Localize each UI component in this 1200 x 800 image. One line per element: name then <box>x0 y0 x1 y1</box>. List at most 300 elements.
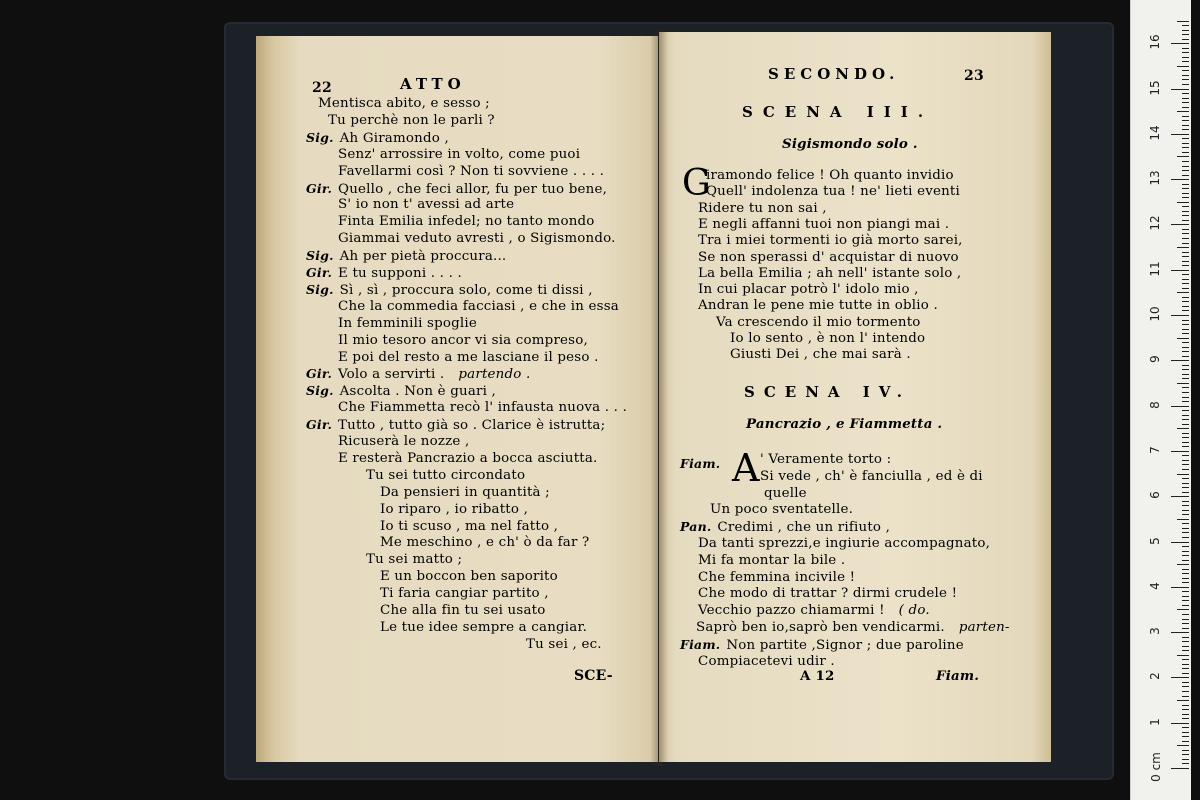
scene-3-cast: Sigismondo solo . <box>782 136 918 152</box>
ruler-tick <box>1182 238 1189 239</box>
ruler-tick <box>1182 637 1189 638</box>
ruler-tick <box>1182 93 1189 94</box>
ruler-tick <box>1182 691 1189 692</box>
line-text: Il mio tesoro ancor vi sia compreso, <box>338 332 588 348</box>
line-text: iramondo felice ! Oh quanto invidio <box>706 168 954 183</box>
text-line <box>338 350 599 366</box>
ruler-tick <box>1171 360 1189 361</box>
right-catchword: Fiam. <box>936 668 980 684</box>
ruler-tick <box>1182 283 1189 284</box>
text-line <box>306 130 449 147</box>
right-signature: A 12 <box>800 668 835 684</box>
ruler-number: 6 <box>1148 491 1162 500</box>
ruler-tick <box>1182 387 1189 388</box>
ruler-tick <box>1171 315 1189 316</box>
line-text: Andran le pene mie tutte in oblio . <box>698 298 938 314</box>
ruler-tick <box>1182 605 1189 606</box>
ruler-tick <box>1182 342 1189 343</box>
ruler-tick <box>1182 523 1189 524</box>
ruler-tick <box>1182 686 1189 687</box>
text-line <box>306 181 607 198</box>
ruler-tick <box>1182 415 1189 416</box>
ruler-tick <box>1182 532 1189 533</box>
text-line <box>716 315 921 331</box>
stage-direction: parten- <box>958 620 1010 635</box>
ruler-tick <box>1182 614 1189 615</box>
measuring-ruler <box>1130 0 1191 800</box>
text-line <box>338 147 580 163</box>
text-line <box>338 214 595 230</box>
ruler-tick <box>1182 401 1189 402</box>
text-line <box>380 485 550 501</box>
ruler-tick <box>1182 356 1189 357</box>
ruler-number: 10 <box>1148 306 1162 322</box>
ruler-tick <box>1182 279 1189 280</box>
ruler-number: 1 <box>1148 717 1162 726</box>
ruler-tick <box>1182 256 1189 257</box>
text-line <box>698 282 919 298</box>
ruler-tick <box>1182 410 1189 411</box>
speaker-label: Fiam. <box>680 636 721 652</box>
line-text: Finta Emilia infedel; no tanto mondo <box>338 214 595 230</box>
ruler-tick <box>1182 763 1189 764</box>
ruler-tick <box>1182 197 1189 198</box>
ruler-tick <box>1182 641 1189 642</box>
line-text: Tu sei tutto circondato <box>366 467 526 483</box>
ruler-tick <box>1182 310 1189 311</box>
scene-3-title: SCENA III. <box>742 103 934 121</box>
line-text: Un poco sventatelle. <box>710 502 854 518</box>
ruler-tick <box>1182 673 1189 674</box>
line-text: Vecchio pazzo chiamarmi ! <box>698 603 885 619</box>
ruler-tick <box>1182 215 1189 216</box>
text-line <box>696 620 1010 636</box>
ruler-tick <box>1171 270 1189 271</box>
ruler-tick <box>1182 107 1189 108</box>
ruler-number: 11 <box>1148 261 1162 277</box>
ruler-tick <box>1182 206 1189 207</box>
ruler-tick <box>1182 175 1189 176</box>
text-line <box>698 298 938 314</box>
ruler-tick <box>1171 451 1189 452</box>
text-line <box>338 451 598 467</box>
ruler-tick <box>1182 560 1189 561</box>
text-line <box>306 366 530 383</box>
ruler-tick <box>1182 732 1189 733</box>
line-text: Giusti Dei , che mai sarà . <box>730 347 911 363</box>
ruler-tick <box>1182 152 1189 153</box>
ruler-tick <box>1182 668 1189 669</box>
line-text: Mentisca abito, e sesso ; <box>318 96 490 111</box>
speaker-label: Sig. <box>306 129 334 145</box>
ruler-tick <box>1182 30 1189 31</box>
stage-direction: ( do. <box>898 603 930 619</box>
ruler-tick <box>1182 306 1189 307</box>
ruler-tick <box>1177 609 1189 610</box>
line-text: Me meschino , e ch' ò da far ? <box>380 535 590 551</box>
ruler-tick <box>1182 727 1189 728</box>
ruler-tick <box>1182 297 1189 298</box>
ruler-tick <box>1177 111 1189 112</box>
line-text: ' Veramente torto : <box>760 452 892 467</box>
text-line <box>730 347 911 363</box>
line-text: Compiacetevi udir . <box>698 653 835 669</box>
ruler-tick <box>1182 596 1189 597</box>
ruler-tick <box>1182 48 1189 49</box>
speaker-label: Sig. <box>306 248 334 264</box>
line-text: Tra i miei tormenti io già morto sarei, <box>698 233 963 249</box>
ruler-tick <box>1182 650 1189 651</box>
scene-4-title: SCENA IV. <box>744 383 912 401</box>
text-line <box>730 331 925 347</box>
ruler-tick <box>1182 646 1189 647</box>
line-text: In femminili spoglie <box>338 315 478 331</box>
ruler-tick <box>1182 229 1189 230</box>
ruler-number: 14 <box>1148 125 1162 141</box>
scene-4-cast: Pancrazio , e Fiammetta . <box>746 416 943 432</box>
ruler-unit-label: 0 cm <box>1149 752 1163 782</box>
speaker-label: Gir. <box>306 180 333 196</box>
line-text: Sì , sì , proccura solo, come ti dissi , <box>339 282 593 298</box>
text-line <box>526 637 602 653</box>
ruler-number: 7 <box>1148 446 1162 454</box>
line-text: Che la commedia facciasi , e che in essa <box>338 298 619 314</box>
text-line <box>306 417 605 434</box>
text-line <box>380 569 558 585</box>
text-line <box>338 299 619 315</box>
ruler-tick <box>1182 333 1189 334</box>
line-text: Si vede , ch' è fanciulla , ed è di <box>760 468 983 484</box>
text-line <box>338 197 514 213</box>
text-line <box>380 586 549 602</box>
ruler-tick <box>1171 542 1189 543</box>
ruler-tick <box>1182 57 1189 58</box>
ruler-tick <box>1182 736 1189 737</box>
ruler-number: 2 <box>1148 672 1162 681</box>
line-text: Va crescendo il mio tormento <box>716 314 921 330</box>
speaker-label: Gir. <box>306 366 333 382</box>
ruler-tick <box>1182 446 1189 447</box>
text-line <box>380 620 587 636</box>
text-line <box>710 502 853 518</box>
ruler-number: 9 <box>1148 355 1162 364</box>
line-text: Le tue idee sempre a cangiar. <box>380 619 588 635</box>
text-line <box>698 586 957 602</box>
ruler-tick <box>1182 514 1189 515</box>
text-line <box>760 452 891 468</box>
text-line <box>380 502 528 518</box>
speaker-label: Sig. <box>306 383 334 399</box>
text-line <box>318 96 490 112</box>
ruler-tick <box>1182 469 1189 470</box>
ruler-tick <box>1171 677 1189 678</box>
ruler-tick <box>1177 247 1189 248</box>
ruler-tick <box>1177 383 1189 384</box>
text-line <box>306 248 506 265</box>
left-running-head: ATTO <box>400 75 466 93</box>
speaker-label: Gir. <box>306 265 333 280</box>
line-text: Da pensieri in quantità ; <box>380 484 550 500</box>
ruler-tick <box>1182 274 1189 275</box>
ruler-tick <box>1182 705 1189 706</box>
ruler-tick <box>1182 492 1189 493</box>
line-text: Tu perchè non le parli ? <box>328 112 495 128</box>
line-text: Ah per pietà proccura... <box>339 249 507 265</box>
ruler-tick <box>1182 505 1189 506</box>
ruler-tick <box>1182 600 1189 601</box>
ruler-tick <box>1171 406 1189 407</box>
ruler-tick <box>1182 369 1189 370</box>
ruler-tick <box>1177 564 1189 565</box>
line-text: E un boccon ben saporito <box>380 569 558 585</box>
speaker-label: Pan. <box>680 519 712 535</box>
line-text: Giammai veduto avresti , o Sigismondo. <box>338 231 616 247</box>
ruler-tick <box>1171 224 1189 225</box>
ruler-tick <box>1171 587 1189 588</box>
line-text: Ah Giramondo , <box>339 130 449 146</box>
ruler-tick <box>1177 745 1189 746</box>
ruler-number: 13 <box>1148 170 1162 186</box>
ruler-tick <box>1182 501 1189 502</box>
ruler-tick <box>1177 519 1189 520</box>
ruler-tick <box>1182 288 1189 289</box>
text-line <box>698 233 963 249</box>
ruler-number: 16 <box>1148 34 1162 50</box>
ruler-tick <box>1182 193 1189 194</box>
speaker-label: Gir. <box>306 417 333 433</box>
ruler-tick <box>1182 243 1189 244</box>
ruler-tick <box>1171 723 1189 724</box>
text-line <box>338 231 616 247</box>
text-line <box>380 535 589 551</box>
ruler-tick <box>1171 134 1189 135</box>
ruler-tick <box>1182 623 1189 624</box>
text-line <box>338 316 477 332</box>
ruler-tick <box>1182 347 1189 348</box>
ruler-tick <box>1177 21 1189 22</box>
ruler-tick <box>1182 147 1189 148</box>
ruler-tick <box>1182 754 1189 755</box>
ruler-tick <box>1182 125 1189 126</box>
ruler-tick <box>1177 338 1189 339</box>
ruler-tick <box>1182 84 1189 85</box>
ruler-tick <box>1182 546 1189 547</box>
ruler-tick <box>1182 487 1189 488</box>
ruler-tick <box>1171 496 1189 497</box>
ruler-tick <box>1182 714 1189 715</box>
ruler-tick <box>1182 460 1189 461</box>
ruler-tick <box>1182 166 1189 167</box>
ruler-tick <box>1182 252 1189 253</box>
line-text: Quello , che feci allor, fu per tuo bene, <box>338 181 608 197</box>
line-text: Tutto , tutto già so . Clarice è istrutta; <box>338 418 606 434</box>
line-text: Credimi , che un rifiuto , <box>717 520 891 536</box>
ruler-tick <box>1177 474 1189 475</box>
ruler-tick <box>1171 179 1189 180</box>
ruler-tick <box>1182 397 1189 398</box>
ruler-tick <box>1182 664 1189 665</box>
text-line <box>706 184 960 200</box>
left-page-number: 22 <box>312 80 332 96</box>
ruler-tick <box>1182 696 1189 697</box>
ruler-tick <box>1182 261 1189 262</box>
text-line <box>338 434 469 450</box>
ruler-tick <box>1182 188 1189 189</box>
scene-4-speaker: Fiam. <box>680 456 721 471</box>
right-running-head: SECONDO. <box>768 65 900 83</box>
line-text: E tu supponi . . . . <box>338 266 462 281</box>
text-line <box>338 164 604 180</box>
line-text: E poi del resto a me lasciane il peso . <box>338 349 599 365</box>
line-text: S' io non t' avessi ad arte <box>338 197 515 213</box>
line-text: Io lo sento , è non l' intendo <box>730 331 926 346</box>
ruler-tick <box>1182 98 1189 99</box>
line-text: E resterà Pancrazio a bocca asciutta. <box>338 450 598 466</box>
ruler-tick <box>1182 628 1189 629</box>
ruler-tick <box>1182 170 1189 171</box>
ruler-tick <box>1182 75 1189 76</box>
text-line <box>338 333 588 349</box>
line-text: In cui placar potrò l' idolo mio , <box>698 282 919 298</box>
ruler-tick <box>1182 211 1189 212</box>
stage-direction: partendo . <box>458 367 531 383</box>
line-text: Quell' indolenza tua ! ne' lieti eventi <box>706 184 960 200</box>
ruler-tick <box>1182 161 1189 162</box>
ruler-tick <box>1182 741 1189 742</box>
ruler-tick <box>1182 378 1189 379</box>
line-text: Mi fa montar la bile . <box>698 552 846 568</box>
line-text: E negli affanni tuoi non piangi mai . <box>698 216 950 232</box>
line-text: Io riparo , io ribatto , <box>380 501 529 517</box>
text-line <box>698 266 961 282</box>
line-text: Ascolta . Non è guari , <box>339 384 497 400</box>
ruler-tick <box>1182 320 1189 321</box>
scene-4-dropcap: A <box>732 446 760 490</box>
ruler-number: 15 <box>1148 79 1162 96</box>
ruler-tick <box>1182 233 1189 234</box>
line-text: Che modo di trattar ? dirmi crudele ! <box>698 586 958 602</box>
text-line <box>698 217 949 233</box>
line-text: Da tanti sprezzi,e ingiurie accompagnato, <box>698 536 991 551</box>
ruler-tick <box>1171 632 1189 633</box>
ruler-tick <box>1182 582 1189 583</box>
text-line <box>380 519 558 535</box>
ruler-tick <box>1182 116 1189 117</box>
ruler-number: 4 <box>1148 581 1162 590</box>
ruler-tick <box>1182 392 1189 393</box>
line-text: Che Fiammetta recò l' infausta nuova . . . <box>338 400 628 416</box>
ruler-tick <box>1177 66 1189 67</box>
line-text: Se non sperassi d' acquistar di nuovo <box>698 249 959 265</box>
text-line <box>698 536 990 552</box>
ruler-tick <box>1182 301 1189 302</box>
ruler-tick <box>1182 138 1189 139</box>
ruler-number: 8 <box>1148 400 1162 409</box>
ruler-tick <box>1177 156 1189 157</box>
text-line <box>698 553 845 569</box>
line-text: Io ti scuso , ma nel fatto , <box>380 518 559 534</box>
ruler-tick <box>1182 709 1189 710</box>
ruler-tick <box>1182 573 1189 574</box>
text-line <box>680 637 964 654</box>
ruler-tick <box>1177 700 1189 701</box>
ruler-number: 12 <box>1148 215 1162 232</box>
text-line <box>698 570 855 586</box>
ruler-tick <box>1182 437 1189 438</box>
left-catchword: SCE- <box>574 668 613 684</box>
right-page-number: 23 <box>964 68 984 84</box>
ruler-tick <box>1182 39 1189 40</box>
ruler-tick <box>1177 292 1189 293</box>
ruler-tick <box>1171 89 1189 90</box>
ruler-tick <box>1182 682 1189 683</box>
scene-3-dropcap: G <box>682 163 711 204</box>
ruler-tick <box>1182 52 1189 53</box>
ruler-tick <box>1182 528 1189 529</box>
ruler-tick <box>1182 433 1189 434</box>
line-text: La bella Emilia ; ah nell' istante solo , <box>698 265 962 281</box>
ruler-tick <box>1182 70 1189 71</box>
ruler-tick <box>1182 220 1189 221</box>
ruler-tick <box>1182 25 1189 26</box>
ruler-tick <box>1182 365 1189 366</box>
book-gutter <box>650 30 668 766</box>
text-line <box>338 400 627 416</box>
line-text: quelle <box>764 485 807 501</box>
ruler-tick <box>1171 43 1189 44</box>
ruler-tick <box>1177 655 1189 656</box>
ruler-tick <box>1182 591 1189 592</box>
ruler-number: 5 <box>1148 536 1162 545</box>
text-line <box>366 468 525 484</box>
ruler-tick <box>1182 537 1189 538</box>
ruler-tick <box>1182 324 1189 325</box>
text-line <box>306 265 462 282</box>
ruler-tick <box>1182 718 1189 719</box>
ruler-tick <box>1182 464 1189 465</box>
text-line <box>698 201 827 217</box>
ruler-tick <box>1171 768 1189 769</box>
text-line <box>366 552 462 568</box>
ruler-tick <box>1182 659 1189 660</box>
line-text: Che femmina incivile ! <box>698 569 856 585</box>
ruler-tick <box>1182 424 1189 425</box>
line-text: Senz' arrossire in volto, come puoi <box>338 146 581 162</box>
ruler-tick <box>1182 759 1189 760</box>
ruler-tick <box>1182 102 1189 103</box>
line-text: Che alla fin tu sei usato <box>380 603 546 618</box>
line-text: Ti faria cangiar partito , <box>380 586 549 602</box>
line-text: Favellarmi così ? Non ti sovviene . . . . <box>338 163 605 179</box>
text-line <box>764 486 807 502</box>
ruler-tick <box>1182 351 1189 352</box>
text-line <box>760 469 983 485</box>
text-line <box>706 168 954 184</box>
ruler-tick <box>1182 569 1189 570</box>
ruler-tick <box>1182 578 1189 579</box>
ruler-number: 3 <box>1148 627 1162 635</box>
line-text: Volo a servirti . <box>338 367 445 383</box>
ruler-tick <box>1182 551 1189 552</box>
ruler-tick <box>1182 34 1189 35</box>
ruler-tick <box>1182 143 1189 144</box>
speaker-label: Sig. <box>306 281 334 297</box>
ruler-tick <box>1182 374 1189 375</box>
ruler-tick <box>1182 455 1189 456</box>
text-line <box>698 603 930 619</box>
text-line <box>698 250 959 266</box>
ruler-tick <box>1177 428 1189 429</box>
